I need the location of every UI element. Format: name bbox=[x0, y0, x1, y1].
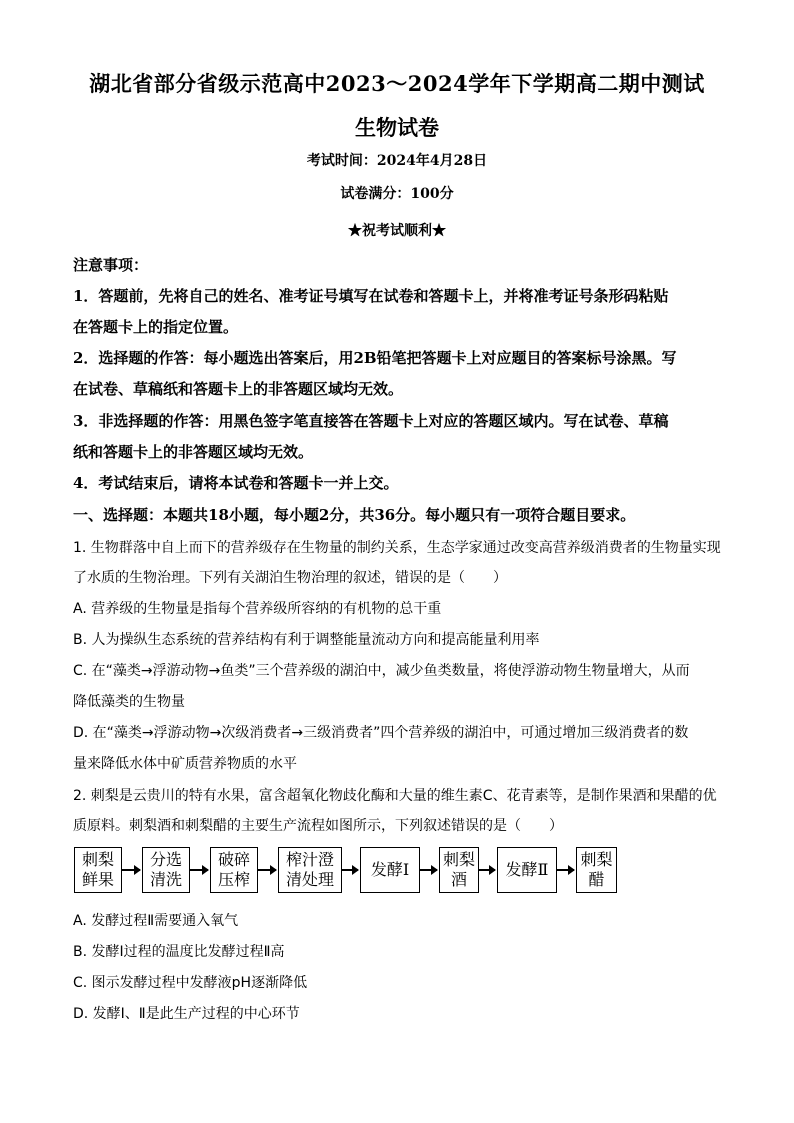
flow-arrow bbox=[479, 869, 495, 871]
flow-arrow bbox=[557, 869, 574, 871]
flow-box-crush-press: 破碎 压榨 bbox=[210, 847, 258, 893]
wish-line: ★祝考试顺利★ bbox=[348, 223, 446, 239]
q2-stem: 质原料。刺梨酒和刺梨醋的主要生产流程如图所示，下列叙述错误的是（ ） bbox=[73, 818, 563, 834]
flow-box-fermentation-1: 发酵Ⅰ bbox=[360, 847, 420, 893]
q1-stem: 1. 生物群落中自上而下的营养级存在生物量的制约关系，生态学家通过改变高营养级消费者的生物量实现 bbox=[73, 540, 721, 556]
full-score: 试卷满分：100分 bbox=[340, 186, 454, 202]
exam-title: 湖北省部分省级示范高中2023～2024学年下学期高二期中测试 bbox=[89, 71, 705, 96]
notes-line: 纸和答题卡上的非答题区域均无效。 bbox=[73, 443, 314, 461]
exam-time: 考试时间：2024年4月28日 bbox=[306, 153, 488, 169]
notes-line: 4．考试结束后，请将本试卷和答题卡一并上交。 bbox=[73, 474, 399, 492]
flow-arrow bbox=[190, 869, 208, 871]
flow-box-sort-wash: 分选 清洗 bbox=[142, 847, 190, 893]
q2-option-a: A. 发酵过程Ⅱ需要通入氧气 bbox=[73, 913, 239, 929]
notes-line: 2．选择题的作答：每小题选出答案后，用2B铅笔把答题卡上对应题目的答案标号涂黑。写 bbox=[73, 349, 677, 367]
q1-stem: 了水质的生物治理。下列有关湖泊生物治理的叙述，错误的是（ ） bbox=[73, 570, 507, 586]
flow-arrow bbox=[122, 869, 140, 871]
q2-option-b: B. 发酵Ⅰ过程的温度比发酵过程Ⅱ高 bbox=[73, 944, 285, 960]
q1-option-c: C. 在“藻类→浮游动物→鱼类”三个营养级的湖泊中，减少鱼类数量，将使浮游动物生物量增大，从而 bbox=[73, 663, 690, 679]
q1-option-d-cont: 量来降低水体中矿质营养物质的水平 bbox=[73, 756, 297, 772]
section-heading: 一、选择题：本题共18小题，每小题2分，共36分。每小题只有一项符合题目要求。 bbox=[73, 506, 636, 524]
notes-line: 1．答题前，先将自己的姓名、准考证号填写在试卷和答题卡上，并将准考证号条形码粘贴 bbox=[73, 287, 669, 305]
q1-option-c-cont: 降低藻类的生物量 bbox=[73, 694, 185, 710]
flow-arrow bbox=[342, 869, 358, 871]
q1-option-a: A. 营养级的生物量是指每个营养级所容纳的有机物的总干重 bbox=[73, 601, 442, 617]
flow-box-pear-wine: 刺梨 酒 bbox=[439, 847, 479, 893]
notes-line: 在答题卡上的指定位置。 bbox=[73, 318, 239, 336]
flow-box-fermentation-2: 发酵Ⅱ bbox=[497, 847, 557, 893]
notes-line: 在试卷、草稿纸和答题卡上的非答题区域均无效。 bbox=[73, 380, 404, 398]
flow-arrow bbox=[420, 869, 437, 871]
q2-option-d: D. 发酵Ⅰ、Ⅱ是此生产过程的中心环节 bbox=[73, 1006, 300, 1022]
flow-box-pear-vinegar: 刺梨 醋 bbox=[576, 847, 617, 893]
flow-box-juice-clarify: 榨汁澄 清处理 bbox=[278, 847, 342, 893]
exam-subject: 生物试卷 bbox=[355, 115, 439, 140]
q2-stem: 2. 刺梨是云贵川的特有水果，富含超氧化物歧化酶和大量的维生素C、花青素等，是制作果酒和果醋的优 bbox=[73, 788, 717, 804]
q1-option-d: D. 在“藻类→浮游动物→次级消费者→三级消费者”四个营养级的湖泊中，可通过增加三级消费者的数 bbox=[73, 725, 689, 741]
flow-arrow bbox=[258, 869, 276, 871]
notes-heading: 注意事项： bbox=[73, 256, 149, 274]
flow-box-fresh-fruit: 刺梨 鲜果 bbox=[74, 847, 122, 893]
q1-option-b: B. 人为操纵生态系统的营养结构有利于调整能量流动方向和提高能量利用率 bbox=[73, 632, 540, 648]
q2-option-c: C. 图示发酵过程中发酵液pH逐渐降低 bbox=[73, 975, 308, 991]
notes-line: 3．非选择题的作答：用黑色签字笔直接答在答题卡上对应的答题区域内。写在试卷、草稿 bbox=[73, 412, 669, 430]
